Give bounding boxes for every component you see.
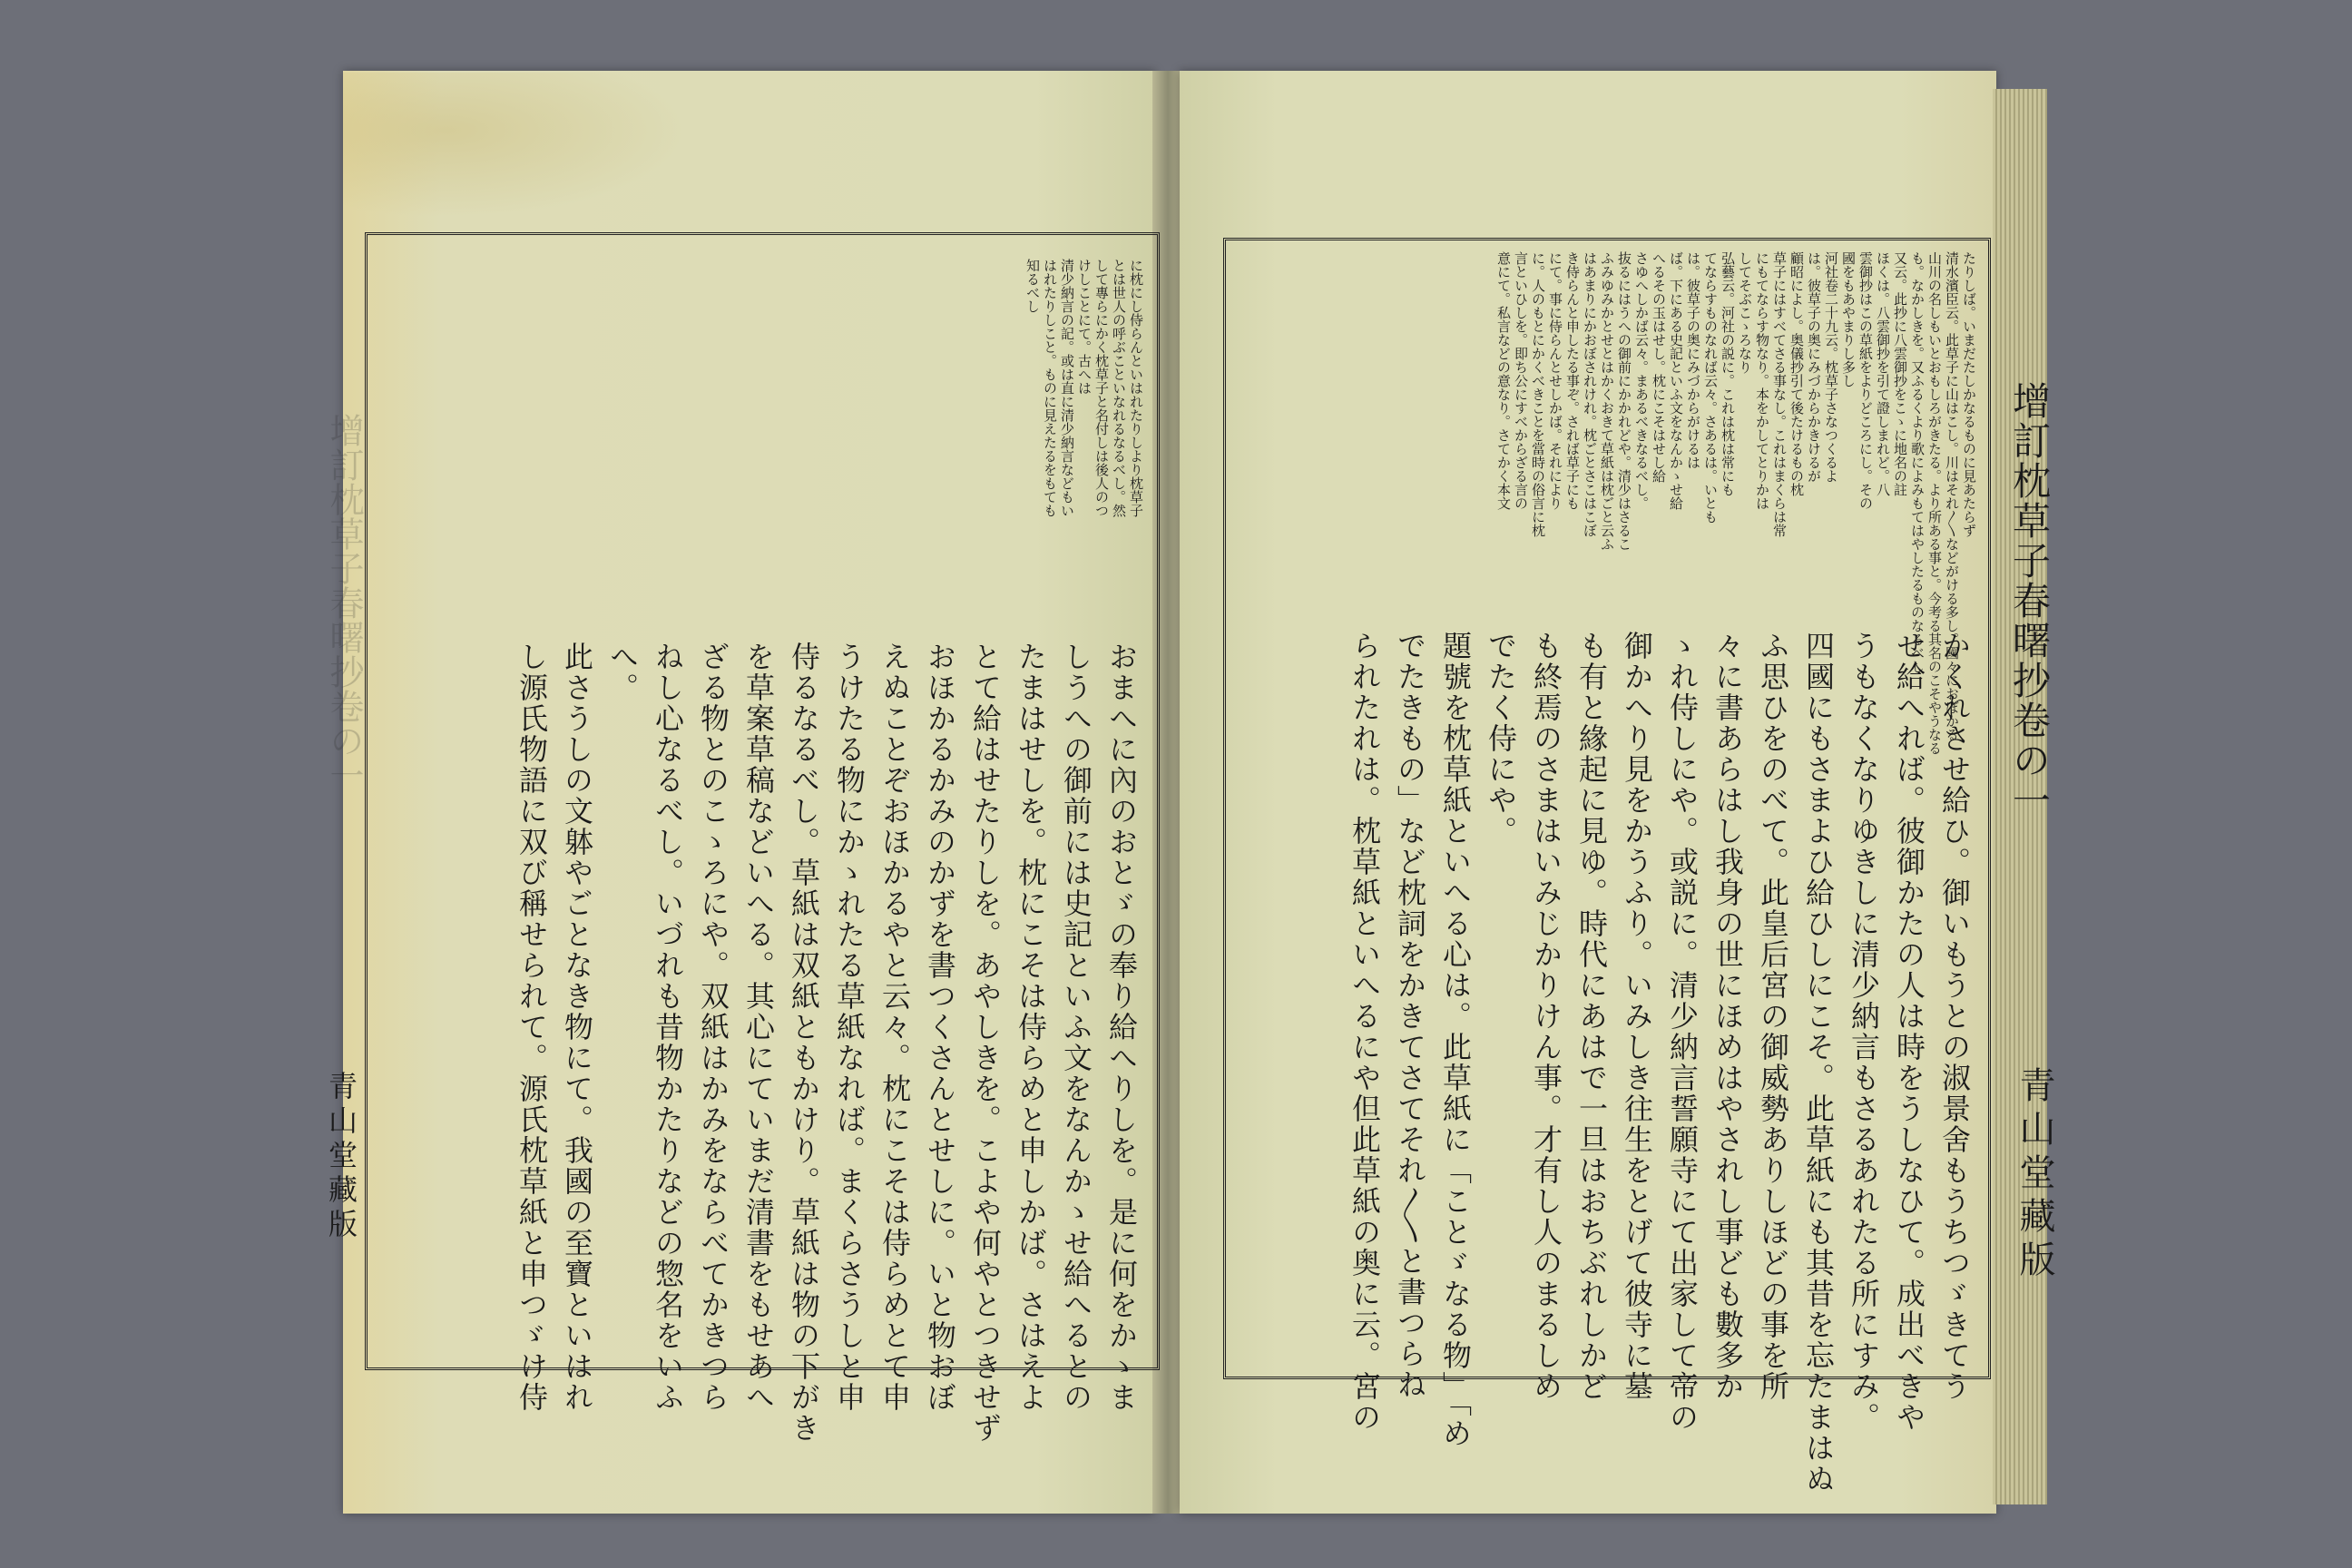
right-running-head: 增訂枕草子春曙抄卷の一: [2007, 381, 2052, 820]
left-imprint: 青山堂藏版: [324, 1071, 358, 1243]
right-text-frame: [1223, 238, 1991, 1494]
right-annotations: たりしば。いまだたしかなるものに見あたらず 清水濱臣云。此草子に山はこし。川はそれ〳〵などがける多し。國々におぼかる 山川の名しもいとおもしろがきたる。より所ある事と。今考る其名のこそやうなる も。なかしきを。又ふるくより歌によみもてはやしたるものなるべし 又云。此抄に八雲御抄をこゝに地名の註 ほくは。八雲御抄を引て證しまれど。八 雲御抄はこの草紙をよりどころにし。その 國をもあやまりし多し 河社卷二十九云。枕草子さなつくるよ は。彼草子の奥にみづからかきけるが 顧昭によし。奥儀抄引て後たけるもの枕 草子にはすべてさる事なし。これはまくらは常 にもてならす物なり。本をかしてとりかは してそぶこゝろなり 弘藝云。河社の説に。これは枕は常にも てならすものなれば云々。さあるは。いとも は。彼草子の奥にみづからがけるは ば。下にある史記といふ文をなんかゝせ給 へるその玉はせし。枕にこそはせし給 さゆへしかば云々。まあるべきなるべし。 抜るにはうへの御前にかかれどや。清少はさるこ ふみゆみかとせとはかくおきて草紙は枕ごと云ふ はあまりにかおぼされけれ。枕ごとさこはこぼ き侍らんと申したる事ぞ。されば草子にも にて。事に侍らんとせしかば。それにより に。人のもとにかくべきことを當時の俗言に枕 言といひしを。即ち公にすべからざる言の 意にて。私言などの意なり。さてかく本文: [1495, 251, 1977, 755]
paper-stain: [343, 73, 688, 218]
left-text-frame: [365, 232, 1160, 1444]
left-main-text: おまへに內のおとゞの奉り給へりしを。是に何をかゝま しうへの御前には史記といふ文をなんかゝせ給へるとの たまはせしを。枕にこそは侍らめと申しかば。さはえよ とて給はせたりしを。あやしきを。こよや何やとつきせず おほかるかみのかずを書つくさんとせしに。いと物おぼ えぬことぞおほかるやと云々。枕にこそは侍らめとて申 うけたる物にかゝれたる草紙なれば。まくらさうしと申 侍るなるべし。草紙は双紙ともかけり。草紙は物の下がき を草案草稿などいへる。其心にていまだ清書をもせあへ ざる物とのこゝろにや。双紙はかみをならべてかきつら ねし心なるべし。いづれも昔物かたりなどの惣名をいふ へ。 此さうしの文躰やごとなき物にて。我國の至寶といはれ し源氏物語に双び稱せられて。源氏枕草紙と申つゞけ侍: [514, 642, 1139, 1444]
right-main-text: かくれさせ給ひ。御いもうとの淑景舍もうちつゞきてう せ給へれば。彼御かたの人は時をうしなひて。成出べきや うもなくなりゆきしに清少納言もさるあれたる所にすみ。 四國にもさまよひ給ひしにこそ。此草紙にも其昔を忘たまはぬ ふ思ひをのべて。此皇后宮の御威勢ありしほどの事を所 々に書あらはし我身の世にほめはやされし事ども數多か ゝれ侍しにや。或説に。清少納言誓願寺にて出家して帝の 御かへり見をかうふり。いみしき往生をとげて彼寺に墓 も有と緣起に見ゆ。時代にあはで一旦はおちぶれしかど も終焉のさまはいみじかりけん事。才有し人のまるしめ でたく侍にや。 題號を枕草紙といへる心は。此草紙に「ことゞなる物」「め でたきもの」など枕詞をかきてさてそれ〳〵と書つらね られたれは。枕草紙といへるにや但此草紙の奥に云。宮の: [1348, 631, 1972, 1494]
left-annotations: に枕にし侍らんといはれたりしより枕草子 とは世人の呼ぶこといなれるなるべし。然 して專らにかく枕草子と名付しは後人のつ けしことにて。古へは 清少納言の記。或は直に清少納言などもい はれたりしこと。ものに見えたるをもても 知るべし: [1024, 259, 1144, 517]
left-running-head-faint: 增訂枕草子春曙抄卷の一: [324, 413, 364, 792]
right-imprint: 青山堂藏版: [2014, 1066, 2055, 1284]
